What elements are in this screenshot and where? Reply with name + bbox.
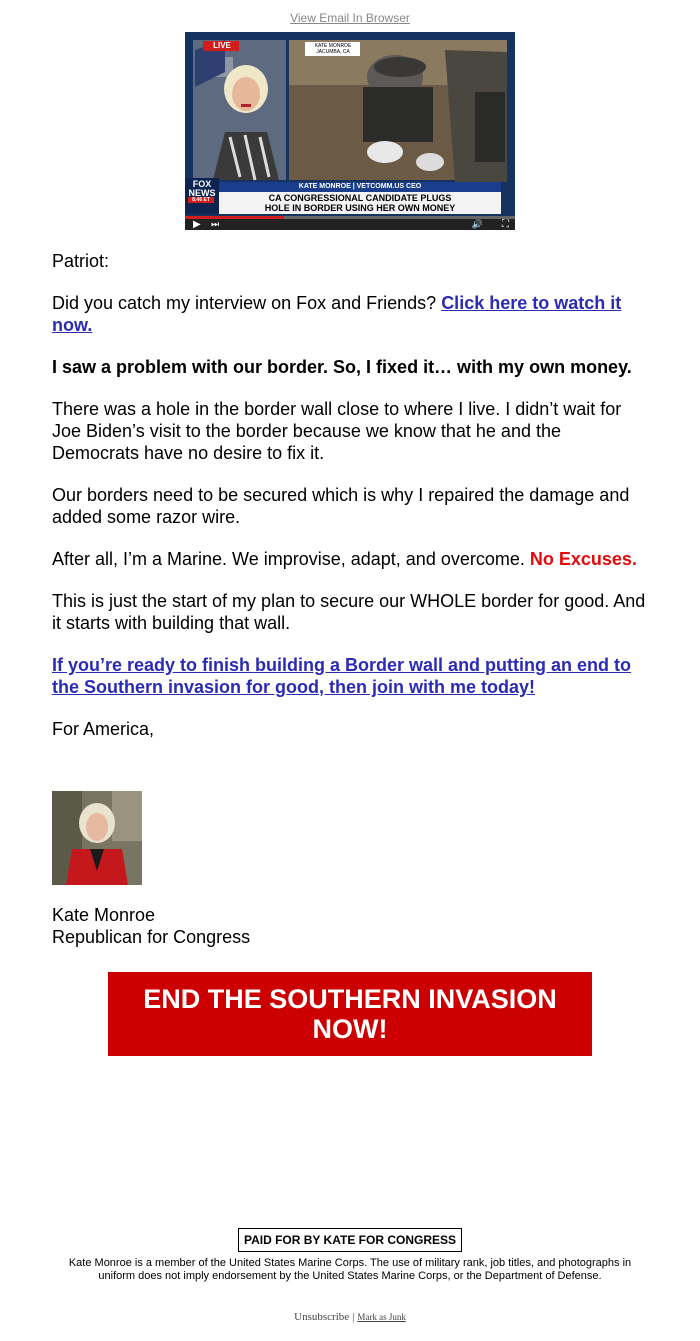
paragraph-border-hole: There was a hole in the border wall close to where I live. I didn’t wait for Joe Biden’s visit to the border because we know that he and the Democrats have no desire to fix it. — [52, 399, 622, 463]
location-tag-name: KATE MONROE — [314, 43, 352, 49]
candidate-photo — [52, 791, 142, 885]
footer-separator: | — [352, 1311, 355, 1323]
paragraph-plan: This is just the start of my plan to secure our WHOLE border for good. And it starts with building that wall. — [52, 591, 646, 633]
play-icon[interactable]: ▶ — [193, 219, 201, 230]
paragraph-marine — [52, 548, 652, 570]
signature-title: Republican for Congress — [52, 927, 251, 947]
end-invasion-button-label: END THE SOUTHERN INVASION NOW! — [143, 984, 557, 1044]
chyron-line-1: CA CONGRESSIONAL CANDIDATE PLUGS — [268, 193, 452, 203]
video-progress-bar[interactable] — [185, 216, 515, 219]
fullscreen-icon[interactable]: ⛶ — [502, 219, 509, 230]
location-tag — [307, 43, 359, 55]
unsubscribe-link[interactable]: Unsubscribe — [294, 1311, 350, 1323]
skip-forward-icon[interactable]: ⏭ — [211, 219, 220, 229]
chyron-line-2: HOLE IN BORDER USING HER OWN MONEY — [264, 203, 456, 213]
end-invasion-button[interactable] — [108, 972, 592, 1056]
closing: For America, — [52, 719, 155, 739]
chyron-topline: KATE MONROE | VETCOMM.US CEO — [298, 183, 422, 190]
location-tag-place: JACUMBA, CA — [316, 49, 350, 55]
mark-as-junk-link[interactable]: Mark as Junk — [357, 1312, 406, 1322]
chyron-headline — [219, 193, 501, 213]
live-badge: LIVE — [213, 41, 231, 50]
paragraph-interview-text: Did you catch my interview on Fox and Friends? — [52, 293, 437, 313]
broadcast-time: 8:46 ET — [192, 197, 210, 203]
view-in-browser-link[interactable]: View Email In Browser — [290, 11, 410, 25]
video-thumbnail[interactable] — [185, 32, 515, 230]
paragraph-secured: Our borders need to be secured which is why I repaired the damage and added some razor wire. — [52, 485, 630, 527]
paragraph-headline: I saw a problem with our border. So, I fixed it… with my own money. — [52, 357, 632, 377]
watch-interview-link[interactable]: Click here to watch it now. — [52, 293, 622, 335]
paragraph-marine-text: After all, I’m a Marine. We improvise, adapt, and overcome. — [52, 549, 525, 569]
no-excuses-text: No Excuses. — [529, 549, 637, 569]
signature-name: Kate Monroe — [52, 905, 156, 925]
footer-links — [0, 1311, 700, 1323]
volume-icon[interactable]: 🔊 — [471, 219, 483, 229]
paid-for-box: PAID FOR BY KATE FOR CONGRESS — [238, 1228, 462, 1252]
network-logo: FOX NEWS — [188, 179, 216, 198]
email-body — [52, 250, 652, 760]
greeting: Patriot: — [52, 251, 110, 271]
military-disclaimer: Kate Monroe is a member of the United States Marine Corps. The use of military rank, job titles, and photographs in uniform does not imply endorsement by the United States Marine Corps, or the Department of Defense. — [68, 1257, 632, 1282]
paragraph-interview — [52, 292, 652, 336]
view-in-browser — [0, 11, 700, 25]
signature — [52, 904, 250, 948]
join-link[interactable]: If you’re ready to finish building a Border wall and putting an end to the Southern invasion for good, then join with me today! — [52, 655, 632, 697]
video-controls — [185, 216, 515, 230]
paragraph-join — [52, 654, 652, 698]
